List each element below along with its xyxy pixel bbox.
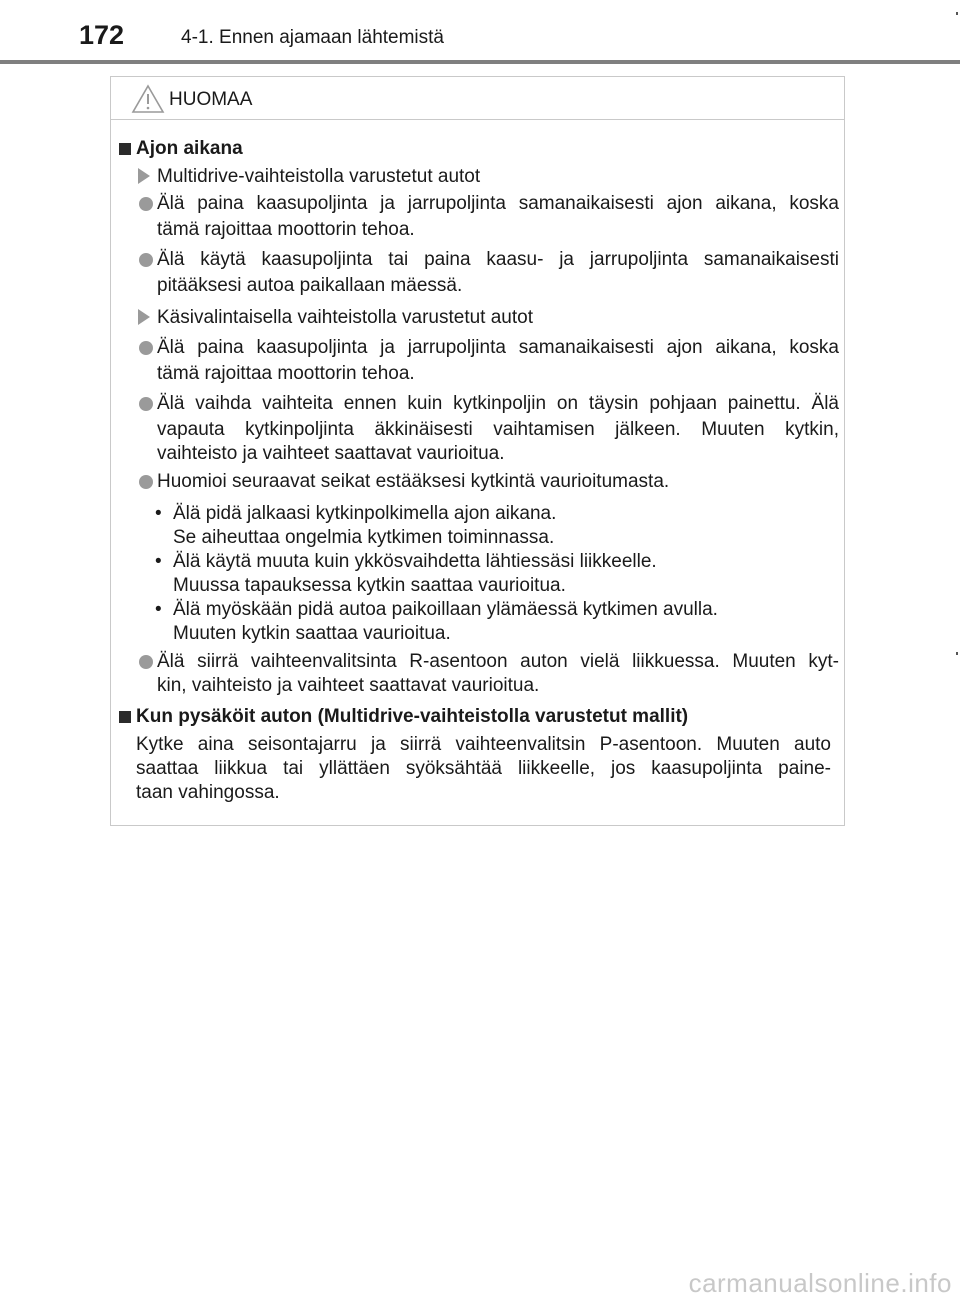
circle-bullet-icon (139, 397, 153, 411)
sub-item-continuation: Se aiheuttaa ongelmia kytkimen toiminnassa. (173, 527, 555, 548)
list-item: Huomioi seuraavat seikat estääksesi kytkintä vaurioitumasta. (157, 471, 670, 492)
list-item: Älä paina kaasupoljinta ja jarrupoljinta samanaikaisesti ajon aikana, koska (157, 193, 839, 214)
list-item: Älä vaihda vaihteita ennen kuin kytkinpoljin on täysin pohjaan painettu. Älä (157, 393, 839, 414)
section-square-icon (119, 711, 131, 723)
circle-bullet-icon (139, 475, 153, 489)
section-title: 4-1. Ennen ajamaan lähtemistä (181, 27, 444, 48)
list-item: Älä paina kaasupoljinta ja jarrupoljinta samanaikaisesti ajon aikana, koska (157, 337, 839, 358)
section-heading: Ajon aikana (136, 138, 243, 159)
edge-mark (956, 652, 958, 655)
sub-item: Älä käytä muuta kuin ykkösvaihdetta lähtiessäsi liikkeelle. (173, 551, 657, 572)
sub-item: Älä myöskään pidä autoa paikoillaan ylämäessä kytkimen avulla. (173, 599, 718, 620)
section-body: Kytke aina seisontajarru ja siirrä vaihteenvalitsin P-asentoon. Muuten auto (136, 734, 831, 755)
group-label: Multidrive-vaihteistolla varustetut autot (157, 166, 481, 187)
notice-box (110, 76, 845, 826)
sub-item-continuation: Muuten kytkin saattaa vaurioitua. (173, 623, 451, 644)
sub-bullet: • (155, 551, 162, 572)
notice-content (111, 77, 844, 825)
page-header (0, 0, 960, 70)
circle-bullet-icon (139, 197, 153, 211)
triangle-bullet-icon (138, 309, 150, 325)
list-item-continuation: vaihteisto ja vaihteet saattavat vaurioitua. (157, 443, 505, 464)
circle-bullet-icon (139, 655, 153, 669)
watermark: carmanualsonline.info (688, 1268, 952, 1298)
list-item-continuation: tämä rajoittaa moottorin tehoa. (157, 363, 415, 384)
section-square-icon (119, 143, 131, 155)
sub-bullet: • (155, 599, 162, 620)
circle-bullet-icon (139, 253, 153, 267)
list-item-continuation: kin, vaihteisto ja vaihteet saattavat vaurioitua. (157, 675, 540, 696)
list-item-continuation: vapauta kytkinpoljinta äkkinäisesti vaihtamisen jälkeen. Muuten kytkin, (157, 419, 839, 440)
group-label: Käsivalintaisella vaihteistolla varustetut autot (157, 307, 533, 328)
header-rule (0, 60, 960, 64)
sub-item-continuation: Muussa tapauksessa kytkin saattaa vaurioitua. (173, 575, 566, 596)
list-item-continuation: tämä rajoittaa moottorin tehoa. (157, 219, 415, 240)
notice-title: HUOMAA (169, 89, 253, 110)
edge-mark (956, 12, 958, 15)
triangle-bullet-icon (138, 168, 150, 184)
list-item: Älä käytä kaasupoljinta tai paina kaasu- ja jarrupoljinta samanaikaisesti (157, 249, 839, 270)
sub-bullet: • (155, 503, 162, 524)
sub-item: Älä pidä jalkaasi kytkinpolkimella ajon aikana. (173, 503, 557, 524)
page-number: 172 (79, 20, 125, 50)
section-body: taan vahingossa. (136, 782, 280, 803)
section-body: saattaa liikkua tai yllättäen syöksähtää liikkeelle, jos kaasupoljinta paine- (136, 758, 831, 779)
list-item: Älä siirrä vaihteenvalitsinta R-asentoon auton vielä liikkuessa. Muuten kyt- (157, 651, 839, 672)
list-item-continuation: pitääksesi autoa paikallaan mäessä. (157, 275, 463, 296)
section-heading: Kun pysäköit auton (Multidrive-vaihteistolla varustetut mallit) (136, 706, 689, 727)
circle-bullet-icon (139, 341, 153, 355)
